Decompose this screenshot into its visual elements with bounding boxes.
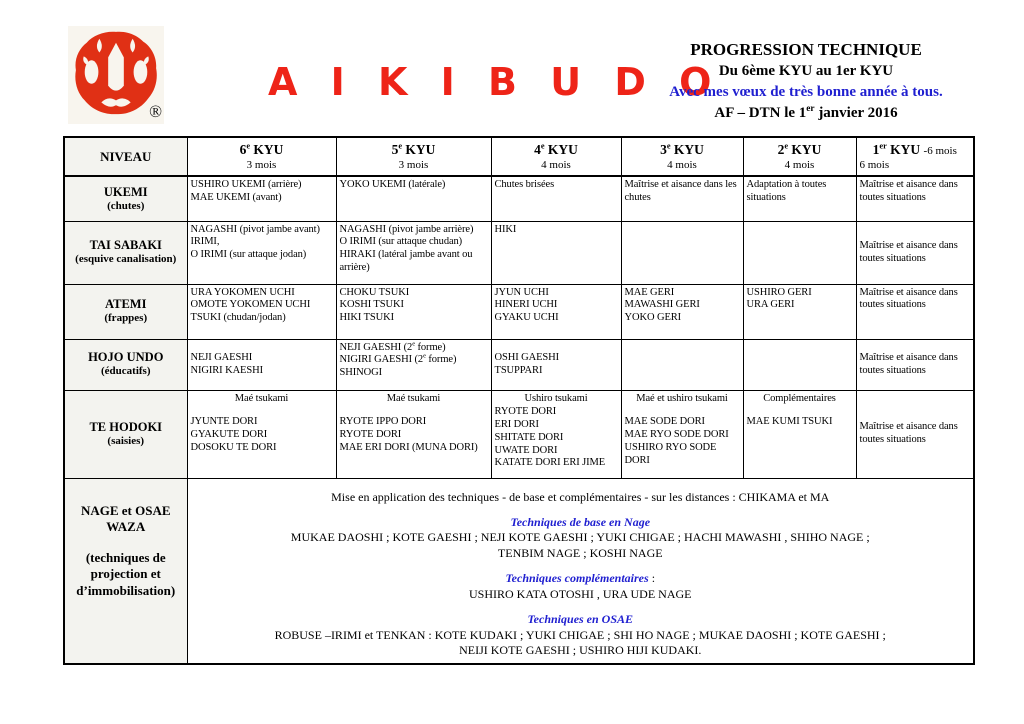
- row-sublabel: (chutes): [107, 199, 145, 212]
- table-cell: [621, 221, 743, 284]
- technique-section-title-text: Techniques de base en Nage: [510, 514, 651, 529]
- table-cell: [187, 221, 336, 284]
- cell-line: MAE GERI: [624, 286, 675, 298]
- header-title-line: PROGRESSION TECHNIQUE: [690, 40, 922, 59]
- cell-line: MAE KUMI TSUKI: [746, 416, 833, 428]
- table-cell: [187, 284, 336, 339]
- technique-list-line: USHIRO KATA OTOSHI , URA UDE NAGE: [469, 586, 692, 601]
- table-row-te-hodoki: [64, 390, 974, 478]
- kyu-title: 6e KYU: [239, 141, 284, 157]
- table-cell: [491, 390, 621, 478]
- table-cell: [743, 339, 856, 390]
- kyu-title: 5e KYU: [391, 141, 436, 157]
- table-cell: [856, 390, 974, 478]
- kyu-title: 2e KYU: [777, 141, 822, 157]
- table-cell: [856, 176, 974, 221]
- cell-line: USHIRO RYO SODE DORI: [624, 441, 717, 466]
- table-cell: [743, 390, 856, 478]
- kyu-ordinal-superscript: e: [666, 141, 671, 151]
- table-cell: [856, 339, 974, 390]
- cell-line: TSUKI (chudan/jodan): [190, 312, 286, 324]
- row-label: (techniques de projection et d’immobilisation): [76, 550, 176, 598]
- kyu-duration: 4 mois: [667, 159, 697, 171]
- kyu-column-header-5: [336, 137, 491, 176]
- cell-subheader: Maé et ushiro tsukami: [636, 392, 728, 404]
- cell-line: Maîtrise et aisance dans toutes situations: [859, 286, 958, 311]
- row-sublabel: (frappes): [104, 312, 148, 325]
- table-cell: [621, 339, 743, 390]
- table-cell: [856, 284, 974, 339]
- technique-section-title: [194, 571, 968, 586]
- cell-line: OMOTE YOKOMEN UCHI: [190, 299, 311, 311]
- row-header-atemi: [64, 284, 187, 339]
- kyu-title: 3e KYU: [660, 141, 704, 157]
- kyu-duration: 6 mois: [859, 159, 890, 171]
- kyu-duration: 3 mois: [246, 159, 277, 171]
- cell-line: JYUNTE DORI: [190, 416, 258, 428]
- cell-line: SHINOGI: [339, 367, 382, 379]
- table-cell: [621, 390, 743, 478]
- page-title: A I K I B U D O: [268, 60, 722, 104]
- table-cell: [856, 221, 974, 284]
- cell-line: ERI DORI: [494, 419, 539, 431]
- kyu-column-header-2: [743, 137, 856, 176]
- cell-line: HIKI TSUKI: [339, 312, 395, 324]
- table-cell: [491, 284, 621, 339]
- table-cell: [187, 390, 336, 478]
- cell-line: Maîtrise et aisance dans toutes situations: [859, 421, 958, 445]
- date-superscript: er: [806, 103, 815, 114]
- cell-subheader: Complémentaires: [763, 392, 836, 404]
- kyu-ordinal-superscript: e: [398, 141, 403, 151]
- kyu-duration: 4 mois: [541, 159, 571, 171]
- table-cell: [743, 176, 856, 221]
- cell-line: YOKO GERI: [624, 312, 682, 324]
- table-cell: [336, 390, 491, 478]
- row-header-tai-sabaki: [64, 221, 187, 284]
- kyu-title: 1er KYU -6 mois: [872, 141, 957, 157]
- row-label: NAGE et OSAE WAZA: [80, 502, 171, 534]
- table-cell: [491, 221, 621, 284]
- cell-line: O IRIMI (sur attaque jodan): [190, 249, 307, 261]
- cell-line: NAGASHI (pivot jambe arrière): [339, 223, 474, 235]
- cell-line: Adaptation à toutes situations: [746, 179, 827, 203]
- table-cell: [187, 339, 336, 390]
- nage-intro-text: Mise en application des techniques - de base et complémentaires - sur les distances : CHIKAMA et MA: [331, 489, 830, 504]
- cell-line: YOKO UKEMI (latérale): [339, 179, 446, 190]
- technique-section-title: [194, 515, 968, 530]
- nage-osae-content-cell: [187, 478, 974, 664]
- cell-line: MAWASHI GERI: [624, 299, 700, 311]
- superscript-text: e: [412, 340, 415, 347]
- technique-list-line: NEIJI KOTE GAESHI ; USHIRO HIJI KUDAKI.: [459, 643, 702, 658]
- row-sublabel: (saisies): [107, 434, 145, 447]
- row-sublabel: (esquive canalisation): [75, 253, 177, 266]
- row-label: TAI SABAKI: [89, 238, 162, 253]
- table-cell: [621, 284, 743, 339]
- niveau-header-cell: NIVEAU: [64, 137, 187, 176]
- header-subtitle-line: Du 6ème KYU au 1er KYU: [718, 63, 894, 80]
- cell-line: NEJI GAESHI: [190, 351, 253, 363]
- table-row-ukemi: [64, 176, 974, 221]
- technique-list-line: ROBUSE –IRIMI et TENKAN : KOTE KUDAKI ; YUKI CHIGAE ; SHI HO NAGE ; MUKAE DAOSHI ; KOTE GAESHI ;: [274, 627, 886, 642]
- cell-subheader: Maé tsukami: [386, 392, 441, 404]
- cell-line: NAGASHI (pivot jambe avant): [190, 223, 320, 235]
- row-header-nage-osae-waza: [64, 478, 187, 664]
- tsuba-logo-icon: [72, 29, 160, 117]
- header-date-line: [632, 103, 980, 124]
- cell-line: MAE ERI DORI (MUNA DORI): [339, 441, 478, 453]
- kyu-duration: 3 mois: [398, 159, 429, 171]
- row-label: HOJO UNDO: [88, 350, 164, 365]
- cell-line: MAE RYO SODE DORI: [624, 429, 729, 441]
- table-cell: [336, 221, 491, 284]
- cell-line: JYUN UCHI: [494, 286, 549, 298]
- technique-section-title-text: Techniques complémentaires: [505, 571, 649, 586]
- cell-line: Maîtrise et aisance dans toutes situations: [859, 351, 958, 376]
- cell-line: Maîtrise et aisance dans toutes situations: [859, 239, 958, 264]
- table-row-atemi: [64, 284, 974, 339]
- table-body: [64, 137, 974, 664]
- cell-line: OSHI GAESHI: [494, 351, 560, 363]
- kyu-duration: 4 mois: [784, 159, 815, 171]
- row-sublabel: (éducatifs): [101, 365, 151, 378]
- cell-line: URA YOKOMEN UCHI: [190, 286, 295, 298]
- cell-line: RYOTE IPPO DORI: [339, 416, 427, 428]
- kyu-column-header-3: [621, 137, 743, 176]
- row-label: TE HODOKI: [89, 419, 163, 434]
- cell-line: GYAKUTE DORI: [190, 429, 268, 441]
- technique-list-line: MUKAE DAOSHI ; KOTE GAESHI ; NEJI KOTE GAESHI ; YUKI CHIGAE ; HACHI MAWASHI , SHIHO NAGE ;: [290, 530, 870, 545]
- table-cell: [491, 176, 621, 221]
- date-text-post: janvier 2016: [814, 104, 898, 121]
- kyu-column-header-6: [187, 137, 336, 176]
- row-header-ukemi: [64, 176, 187, 221]
- cell-line: CHOKU TSUKI: [339, 286, 410, 298]
- cell-subheader: Maé tsukami: [234, 392, 289, 404]
- cell-line: TSUPPARI: [494, 364, 543, 376]
- table-cell: [621, 176, 743, 221]
- kyu-ordinal-superscript: er: [879, 141, 887, 151]
- cell-line: KOSHI TSUKI: [339, 299, 404, 311]
- cell-line: UWATE DORI: [494, 444, 558, 456]
- table-cell: [336, 284, 491, 339]
- cell-line: SHITATE DORI: [494, 431, 564, 443]
- aikibudo-logo: [68, 26, 164, 124]
- cell-line: O IRIMI (sur attaque chudan): [339, 236, 463, 248]
- cell-line: USHIRO UKEMI (arrière): [190, 179, 302, 190]
- technique-section-title-suffix: :: [648, 571, 656, 586]
- kyu-ordinal-superscript: e: [246, 141, 251, 151]
- row-label: UKEMI: [103, 184, 148, 199]
- table-row-hojo-undo: [64, 339, 974, 390]
- cell-line: KATATE DORI ERI JIME: [494, 457, 606, 469]
- cell-line: MAE UKEMI (avant): [190, 191, 282, 203]
- table-row-nage-osae-waza: [64, 478, 974, 664]
- cell-line: URA GERI: [746, 299, 795, 311]
- progression-table: [63, 136, 975, 665]
- registered-mark-icon: ®: [149, 102, 162, 121]
- kyu-column-header-4: [491, 137, 621, 176]
- cell-line: Maîtrise et aisance dans les chutes: [624, 179, 737, 203]
- cell-line: MAE SODE DORI: [624, 416, 705, 428]
- cell-line: NIGIRI GAESHI (2e forme): [339, 352, 457, 366]
- kyu-ordinal-superscript: e: [540, 141, 545, 151]
- table-cell: [743, 221, 856, 284]
- technique-section-title: [194, 612, 968, 627]
- cell-line: HINERI UCHI: [494, 299, 558, 311]
- table-cell: [336, 339, 491, 390]
- kyu-title: 4e KYU: [534, 141, 578, 157]
- header-info-block: [632, 38, 980, 124]
- cell-line: USHIRO GERI: [746, 286, 812, 298]
- cell-subheader: Ushiro tsukami: [524, 392, 588, 404]
- superscript-text: e: [423, 352, 426, 360]
- table-cell: [743, 284, 856, 339]
- date-text-pre: AF – DTN le 1: [714, 104, 807, 121]
- cell-line: HIRAKI (latéral jambe avant ou arrière): [339, 249, 473, 273]
- row-header-hojo-undo: [64, 339, 187, 390]
- header-greeting-line: Avec mes vœux de très bonne année à tous.: [669, 84, 943, 101]
- cell-line: Maîtrise et aisance dans toutes situations: [859, 179, 958, 203]
- table-header-row: [64, 137, 974, 176]
- cell-line: IRIMI,: [190, 236, 220, 248]
- cell-line: NEJI GAESHI (2e forme): [339, 340, 446, 353]
- cell-line: HIKI: [494, 223, 517, 235]
- cell-line: Chutes brisées: [494, 179, 555, 190]
- row-header-te-hodoki: [64, 390, 187, 478]
- row-label: ATEMI: [105, 297, 147, 312]
- table-cell: [491, 339, 621, 390]
- table-cell: [187, 176, 336, 221]
- cell-line: DOSOKU TE DORI: [190, 441, 277, 453]
- cell-line: GYAKU UCHI: [494, 312, 559, 324]
- cell-line: NIGIRI KAESHI: [190, 364, 263, 376]
- kyu-column-header-1: [856, 137, 974, 176]
- table-cell: [336, 176, 491, 221]
- cell-line: RYOTE DORI: [494, 406, 557, 418]
- kyu-extra-note: -6 mois: [923, 145, 957, 157]
- technique-list-line: TENBIM NAGE ; KOSHI NAGE: [497, 545, 663, 560]
- technique-section-title-text: Techniques en OSAE: [527, 612, 634, 627]
- kyu-ordinal-superscript: e: [784, 141, 789, 151]
- table-row-tai-sabaki: [64, 221, 974, 284]
- cell-line: RYOTE DORI: [339, 429, 402, 441]
